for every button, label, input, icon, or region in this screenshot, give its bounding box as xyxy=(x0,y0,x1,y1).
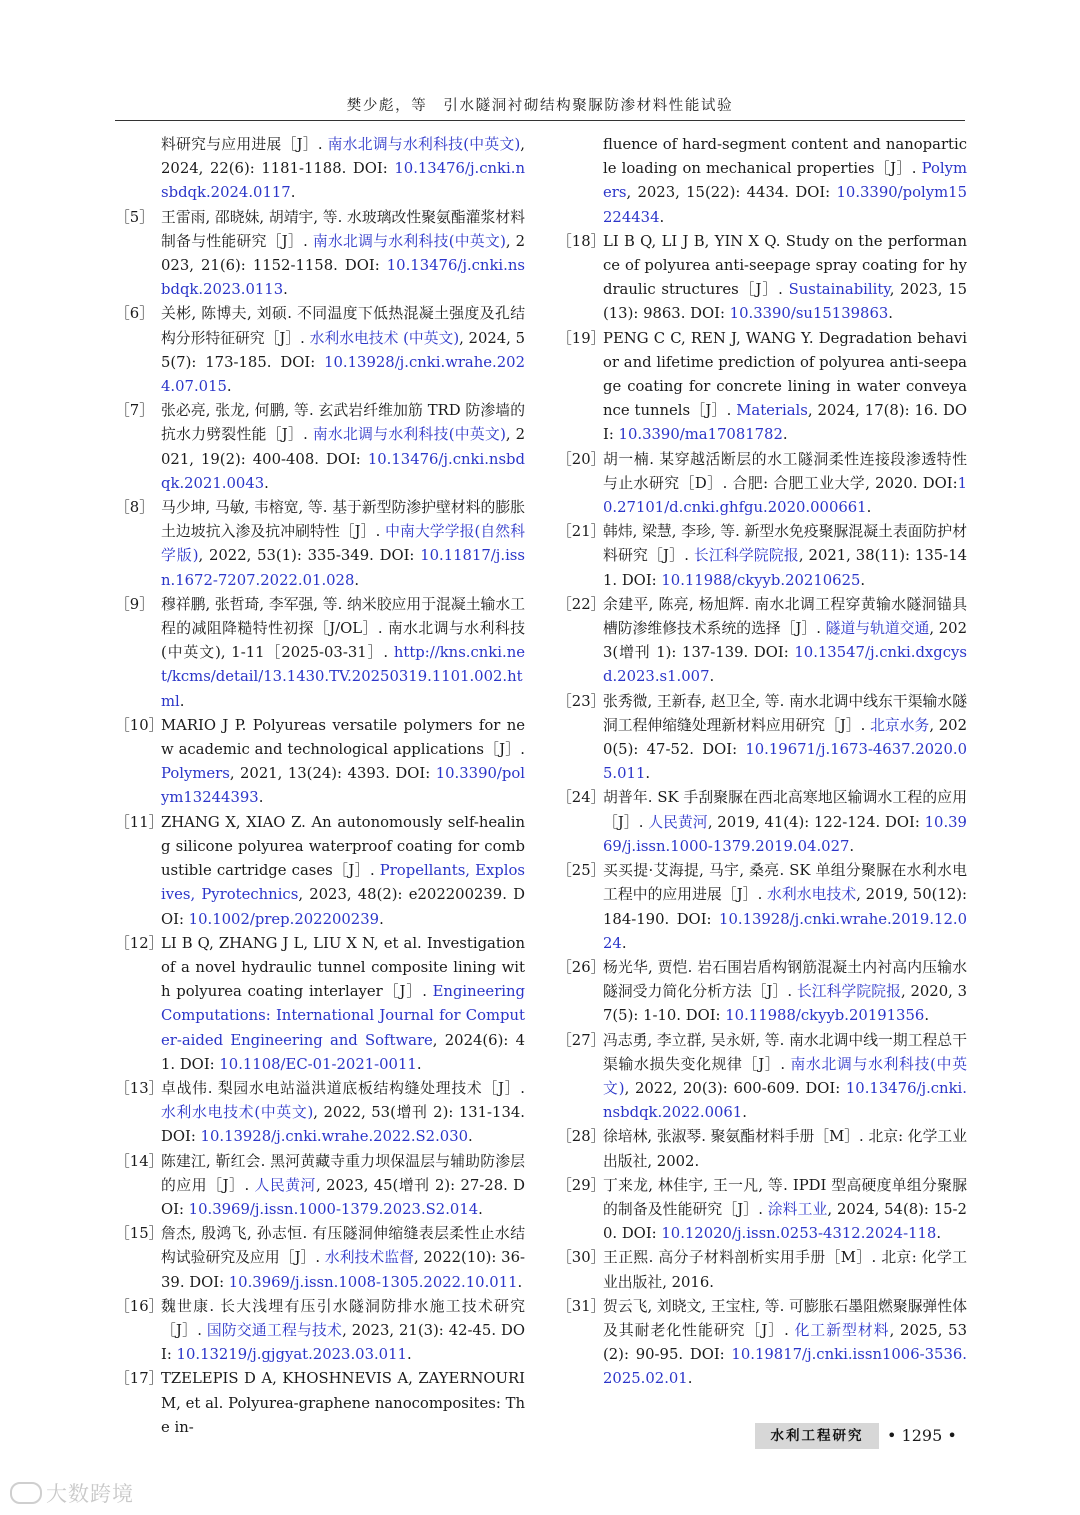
reference-link[interactable]: 10.13928/j.cnki.wrahe.2019.12.024 xyxy=(603,910,967,952)
reference-text: 杨光华, 贾恺. 岩石围岩盾构钢筋混凝土内衬高内压输水隧洞受力简化分析方法［J］. xyxy=(603,958,967,1001)
reference-item xyxy=(115,714,525,811)
reference-link[interactable]: 南水北调与水利科技(中英文) xyxy=(312,232,506,250)
reference-text: , 2022, 53(增刊 2): 131-134. DOI: xyxy=(161,1104,526,1146)
reference-link[interactable]: Polymers xyxy=(161,765,230,783)
reference-item xyxy=(557,1246,967,1294)
reference-text: . xyxy=(379,910,384,928)
watermark xyxy=(10,1478,134,1508)
reference-text: ZHANG X, XIAO Z. An autonomously self-healing silicone polyurea waterproof coating for combustible cartridge cases［J］. xyxy=(161,813,525,880)
reference-text: , 2019, 50(12): 184-190. DOI: xyxy=(603,886,967,928)
reference-item xyxy=(115,1222,525,1295)
reference-text: . xyxy=(849,837,855,855)
reference-item xyxy=(115,593,525,714)
reference-item xyxy=(115,1150,525,1223)
reference-text: , 2022, 20(3): 600-609. DOI: xyxy=(624,1079,846,1097)
reference-text: , 2024, 54(8): 15-20. DOI: xyxy=(603,1200,967,1243)
reference-text: . xyxy=(659,208,665,226)
reference-text: , 2024, 55(7): 173-185. DOI: xyxy=(161,329,526,371)
reference-item xyxy=(115,496,525,593)
reference-number: ［12］ xyxy=(115,934,164,952)
reference-text: 徐培林, 张淑琴. 聚氨酯材料手册［M］. 北京: 化学工业出版社, 2002. xyxy=(603,1128,967,1170)
reference-text: , 2024(6): 41. DOI: xyxy=(161,1031,525,1073)
reference-text: 王雷雨, 邵晓妹, 胡靖宇, 等. 水玻璃改性聚氨酯灌浆材料制备与性能研究［J］. xyxy=(161,208,525,250)
reference-link[interactable]: 10.1002/prep.202200239 xyxy=(188,910,380,928)
reference-link[interactable]: 水利水电技术 (中英文) xyxy=(309,329,460,347)
reference-link[interactable]: 10.27101/d.cnki.ghfgu.2020.000661 xyxy=(603,474,967,517)
reference-link[interactable]: 北京水务 xyxy=(870,716,930,734)
reference-item xyxy=(115,811,525,932)
reference-text: . xyxy=(742,1104,747,1122)
references-right-column xyxy=(557,133,967,1392)
running-header: 樊少彪，等 引水隧洞衬砌结构聚脲防渗材料性能试验 xyxy=(346,98,734,114)
reference-link[interactable]: Engineering Computations: International Journal for Computer-aided Engineering and Software xyxy=(161,983,525,1049)
reference-item xyxy=(557,327,967,448)
reference-link[interactable]: 化工新型材料 xyxy=(794,1321,890,1339)
reference-link[interactable]: http://kns.cnki.net/kcms/detail/13.1430.TV.20250319.1101.002.html xyxy=(161,644,525,710)
reference-number: ［13］ xyxy=(115,1079,164,1097)
reference-item xyxy=(557,1295,967,1392)
reference-text: . xyxy=(782,426,788,444)
reference-text: . xyxy=(478,1200,483,1218)
reference-link[interactable]: 10.3390/polym13244393 xyxy=(161,765,525,807)
reference-text: , 2023(增刊 1): 137-139. DOI: xyxy=(603,620,967,662)
reference-text: . xyxy=(416,1055,422,1073)
reference-link[interactable]: 10.3969/j.issn.1000-1379.2019.04.027 xyxy=(603,813,967,855)
references-left-column xyxy=(115,133,525,1440)
reference-text: , 2023, 21(3): 42-45. DOI: xyxy=(161,1321,525,1364)
reference-number: ［31］ xyxy=(557,1297,606,1315)
reference-text: , 2023, 15(13): 9863. DOI: xyxy=(603,281,967,323)
page-number: • 1295 • xyxy=(887,1426,957,1445)
reference-link[interactable]: 10.19671/j.1673-4637.2020.05.011 xyxy=(603,741,967,783)
reference-text: 贺云飞, 刘晓文, 王宝柱, 等. 可膨胀石墨阻燃聚脲弹性体及其耐老化性能研究［J］. xyxy=(603,1297,967,1339)
reference-link[interactable]: 10.19817/j.cnki.issn1006-3536.2025.02.01 xyxy=(603,1346,967,1388)
reference-link[interactable]: Propellants, Explosives, Pyrotechnics xyxy=(161,862,525,904)
reference-link[interactable]: 水利水电技术(中英文) xyxy=(161,1104,314,1122)
reference-link[interactable]: 涂料工业 xyxy=(767,1200,828,1218)
reference-text: , 2022(10): 36-39. DOI: xyxy=(161,1249,525,1291)
reference-text: . xyxy=(406,1346,412,1364)
reference-text: 卓战伟. 梨园水电站溢洪道底板结构缝处理技术［J］. xyxy=(161,1079,525,1097)
reference-link[interactable]: 隧道与轨道交通 xyxy=(825,620,930,638)
watermark-logo-icon xyxy=(10,1482,42,1504)
reference-text: 胡普年. SK 手刮聚脲在西北高寒地区输调水工程的应用［J］. xyxy=(603,789,967,831)
reference-item xyxy=(557,1029,967,1126)
reference-item xyxy=(115,206,525,303)
reference-text: 詹杰, 殷鸿飞, 孙志恒. 有压隧洞伸缩缝表层柔性止水结构试验研究及应用［J］. xyxy=(161,1225,525,1267)
reference-text: , 2019, 41(4): 122-124. DOI: xyxy=(707,813,925,831)
reference-link[interactable]: 人民黄河 xyxy=(254,1176,317,1194)
reference-text: . xyxy=(860,571,866,589)
reference-item xyxy=(115,1295,525,1368)
reference-number: ［16］ xyxy=(115,1297,164,1315)
reference-text: . xyxy=(645,765,651,783)
reference-text: . xyxy=(687,1370,693,1388)
reference-text: , 2025, 53(2): 90-95. DOI: xyxy=(603,1321,967,1364)
reference-number: ［22］ xyxy=(557,595,606,613)
reference-number: ［26］ xyxy=(557,958,606,976)
reference-link[interactable]: 10.12020/j.issn.0253-4312.2024-118 xyxy=(661,1225,937,1243)
header-rule xyxy=(115,120,965,121)
reference-text: TZELEPIS D A, KHOSHNEVIS A, ZAYERNOURI M, et al. Polyurea-graphene nanocomposites: The in- xyxy=(161,1370,525,1436)
reference-number: ［6］ xyxy=(115,305,155,323)
reference-text: 马少坤, 马敏, 韦榕宽, 等. 基于新型防渗护壁材料的膨胀土边坡抗入渗及抗冲刷特性［J］. xyxy=(161,499,525,541)
watermark-text: 大数跨境 xyxy=(46,1482,134,1506)
reference-number: ［21］ xyxy=(557,523,606,541)
reference-item xyxy=(115,133,525,206)
reference-link[interactable]: 10.11988/ckyyb.20191356 xyxy=(725,1007,925,1025)
reference-link[interactable]: 长江科学院院报 xyxy=(796,983,901,1001)
reference-number: ［19］ xyxy=(557,329,606,347)
reference-link[interactable]: 南水北调与水利科技(中英文) xyxy=(312,426,506,444)
reference-item xyxy=(115,1077,525,1150)
reference-link[interactable]: 水利技术监督 xyxy=(324,1249,414,1267)
reference-text: . xyxy=(924,1007,930,1025)
reference-link[interactable]: 10.1108/EC-01-2021-0011 xyxy=(219,1055,417,1073)
reference-number: ［18］ xyxy=(557,232,606,250)
reference-item xyxy=(115,302,525,399)
reference-link[interactable]: 中南大学学报(自然科学版) xyxy=(161,523,526,565)
reference-number: ［11］ xyxy=(115,813,164,831)
reference-link[interactable]: 10.3969/j.issn.1000-1379.2023.S2.014 xyxy=(188,1200,479,1218)
reference-text: . xyxy=(621,934,627,952)
reference-link[interactable]: 10.11988/ckyyb.20210625 xyxy=(661,571,861,589)
journal-label: 水利工程研究 xyxy=(755,1423,879,1449)
reference-link[interactable]: 国防交通工程与技术 xyxy=(206,1321,343,1339)
reference-text: . xyxy=(264,474,269,492)
reference-number: ［15］ xyxy=(115,1225,164,1243)
reference-link[interactable]: 人民黄河 xyxy=(648,813,708,831)
reference-link[interactable]: Materials xyxy=(736,402,808,420)
reference-item xyxy=(557,690,967,787)
reference-link[interactable]: 10.13928/j.cnki.wrahe.2024.07.015 xyxy=(161,353,525,396)
reference-text: PENG C C, REN J, WANG Y. Degradation behavior and lifetime prediction of polyurea anti-seepage coating for concrete lining in water conveyance tunnels［J］. xyxy=(603,329,967,420)
reference-text: 余建平, 陈亮, 杨旭辉. 南水北调工程穿黄输水隧洞锚具槽防渗维修技术系统的选择［J］. xyxy=(603,595,967,638)
reference-item xyxy=(557,520,967,593)
reference-item xyxy=(115,1367,525,1440)
reference-link[interactable]: 10.13476/j.cnki.nsbdqk.2022.0061 xyxy=(603,1079,967,1122)
reference-link[interactable]: 长江科学院院报 xyxy=(693,547,799,565)
reference-text: , 2023, 45(增刊 2): 27-28. DOI: xyxy=(161,1176,525,1218)
reference-item xyxy=(557,593,967,690)
reference-link[interactable]: 10.13219/j.gjgyat.2023.03.011 xyxy=(176,1346,407,1364)
reference-item xyxy=(115,399,525,496)
reference-text: . xyxy=(283,281,288,299)
reference-item xyxy=(557,859,967,956)
reference-item xyxy=(557,1174,967,1247)
reference-link[interactable]: 10.13476/j.cnki.nsbdqk.2023.0113 xyxy=(161,257,525,299)
reference-link[interactable]: 10.13547/j.cnki.dxgcysd.2023.s1.007 xyxy=(603,644,967,686)
reference-text: . xyxy=(709,668,715,686)
reference-text: . xyxy=(936,1225,942,1243)
reference-item xyxy=(557,230,967,327)
reference-item xyxy=(557,448,967,521)
reference-number: ［23］ xyxy=(557,692,606,710)
reference-link[interactable]: Polymers xyxy=(603,160,967,202)
reference-text: 料研究与应用进展［J］. xyxy=(161,136,328,153)
reference-link[interactable]: 10.13476/j.cnki.nsbdqk.2021.0043 xyxy=(161,450,525,492)
reference-text: 魏世康. 长大浅埋有压引水隧洞防排水施工技术研究［J］. xyxy=(161,1297,525,1339)
reference-number: ［17］ xyxy=(115,1370,164,1388)
reference-text: , 2020(5): 47-52. DOI: xyxy=(603,716,967,759)
reference-number: ［10］ xyxy=(115,716,164,734)
reference-text: 冯志勇, 李立群, 吴永妍, 等. 南水北调中线一期工程总干渠输水损失变化规律［J］. xyxy=(603,1031,967,1073)
reference-text: . xyxy=(517,1273,523,1291)
reference-text: . xyxy=(226,378,232,396)
reference-text: 王正熙. 高分子材料剖析实用手册［M］. 北京: 化学工业出版社, 2016. xyxy=(603,1249,967,1291)
reference-text: , 2021, 38(11): 135-141. DOI: xyxy=(603,547,967,589)
reference-item xyxy=(115,932,525,1077)
reference-text: , 2024, 22(6): 1181-1188. DOI: xyxy=(161,136,526,178)
reference-number: ［9］ xyxy=(115,595,155,613)
reference-text: , 2022, 53(1): 335-349. DOI: xyxy=(198,547,421,565)
reference-item xyxy=(557,1125,967,1173)
reference-item xyxy=(557,786,967,859)
reference-text: 张秀微, 王新春, 赵卫全, 等. 南水北调中线东干渠输水隧洞工程伸缩缝处理新材料应用研究［J］. xyxy=(603,692,967,734)
reference-text: . xyxy=(258,789,264,807)
reference-text: 胡一楠. 某穿越活断层的水工隧洞柔性连接段渗透特性与止水研究［D］. 合肥: 合肥工业大学, 2020. DOI: xyxy=(603,450,967,492)
reference-text: 张必亮, 张龙, 何鹏, 等. 玄武岩纤维加筋 TRD 防渗墙的抗水力劈裂性能［J］. xyxy=(161,402,525,444)
reference-link[interactable]: 10.13928/j.cnki.wrahe.2022.S2.030 xyxy=(200,1128,469,1146)
reference-text: , 2023, 15(22): 4434. DOI: xyxy=(626,184,837,202)
reference-link[interactable]: 南水北调与水利科技(中英文) xyxy=(603,1055,967,1097)
reference-item xyxy=(557,133,967,230)
reference-text: , 2021, 13(24): 4393. DOI: xyxy=(229,765,436,783)
reference-link[interactable]: Sustainability xyxy=(788,281,890,299)
reference-number: ［8］ xyxy=(115,499,155,517)
reference-text: fluence of hard-segment content and nanoparticle loading on mechanical properties［J］. xyxy=(603,136,967,178)
reference-link[interactable]: 10.11817/j.issn.1672-7207.2022.01.028 xyxy=(161,547,525,589)
reference-text: , 2023, 48(2): e202200239. DOI: xyxy=(161,886,525,928)
reference-text: , 2024, 17(8): 16. DOI: xyxy=(603,402,967,444)
reference-text: , 2020, 37(5): 1-10. DOI: xyxy=(603,983,967,1025)
reference-text: . xyxy=(354,571,360,589)
reference-text: LI B Q, ZHANG J L, LIU X N, et al. Investigation of a novel hydraulic tunnel composite lining with polyurea coating interlayer［J］. xyxy=(161,934,525,1001)
reference-text: 关彬, 陈博夫, 刘硕. 不同温度下低热混凝土强度及孔结构分形特征研究［J］. xyxy=(161,305,525,347)
reference-number: ［20］ xyxy=(557,450,606,468)
reference-text: , 2023, 21(6): 1152-1158. DOI: xyxy=(161,232,526,275)
reference-number: ［14］ xyxy=(115,1152,164,1170)
reference-number: ［5］ xyxy=(115,208,155,226)
reference-text: . xyxy=(290,184,296,202)
reference-text: . xyxy=(866,499,872,517)
reference-number: ［25］ xyxy=(557,862,606,880)
reference-link[interactable]: 10.13476/j.cnki.nsbdqk.2024.0117 xyxy=(161,160,525,202)
reference-link[interactable]: 10.3390/polym15224434 xyxy=(603,184,967,226)
reference-text: . xyxy=(179,692,185,710)
reference-text: 买买提·艾海提, 马宇, 桑亮. SK 单组分聚脲在水利水电工程中的应用进展［J］. xyxy=(603,862,967,904)
reference-link[interactable]: 10.3969/j.issn.1008-1305.2022.10.011 xyxy=(228,1273,518,1291)
reference-text: . xyxy=(468,1128,473,1146)
reference-text: 韩炜, 梁慧, 李珍, 等. 新型水免疫聚脲混凝土表面防护材料研究［J］. xyxy=(603,523,967,565)
reference-text: LI B Q, LI J B, YIN X Q. Study on the performance of polyurea anti-seepage spray coating for hydraulic structures［J］. xyxy=(603,232,967,299)
reference-number: ［27］ xyxy=(557,1031,606,1049)
reference-number: ［29］ xyxy=(557,1176,606,1194)
reference-link[interactable]: 10.3390/su15139863 xyxy=(729,305,889,323)
reference-link[interactable]: 10.3390/ma17081782 xyxy=(618,426,783,444)
reference-link[interactable]: 水利水电技术 xyxy=(767,886,857,904)
reference-text: 陈建江, 靳红会. 黑河黄藏寺重力坝保温层与辅助防渗层的应用［J］. xyxy=(161,1152,525,1194)
reference-number: ［28］ xyxy=(557,1128,606,1146)
reference-text: 丁来龙, 林佳宇, 王一凡, 等. IPDI 型高硬度单组分聚脲的制备及性能研究［J］. xyxy=(603,1176,967,1218)
reference-text: 穆祥鹏, 张哲琦, 李军强, 等. 纳米胶应用于混凝土输水工程的减阻降糙特性初探［J/OL］. 南水北调与水利科技(中英文), 1-11［2025-03-31］. xyxy=(161,595,525,662)
reference-link[interactable]: 南水北调与水利科技(中英文) xyxy=(327,136,521,153)
reference-number: ［7］ xyxy=(115,402,155,420)
reference-item xyxy=(557,956,967,1029)
reference-text: . xyxy=(888,305,893,323)
reference-number: ［24］ xyxy=(557,789,606,807)
reference-text: MARIO J P. Polyureas versatile polymers for new academic and technological applications［J］. xyxy=(161,716,525,759)
reference-number: ［30］ xyxy=(557,1249,606,1267)
reference-text: , 2021, 19(2): 400-408. DOI: xyxy=(161,426,526,468)
